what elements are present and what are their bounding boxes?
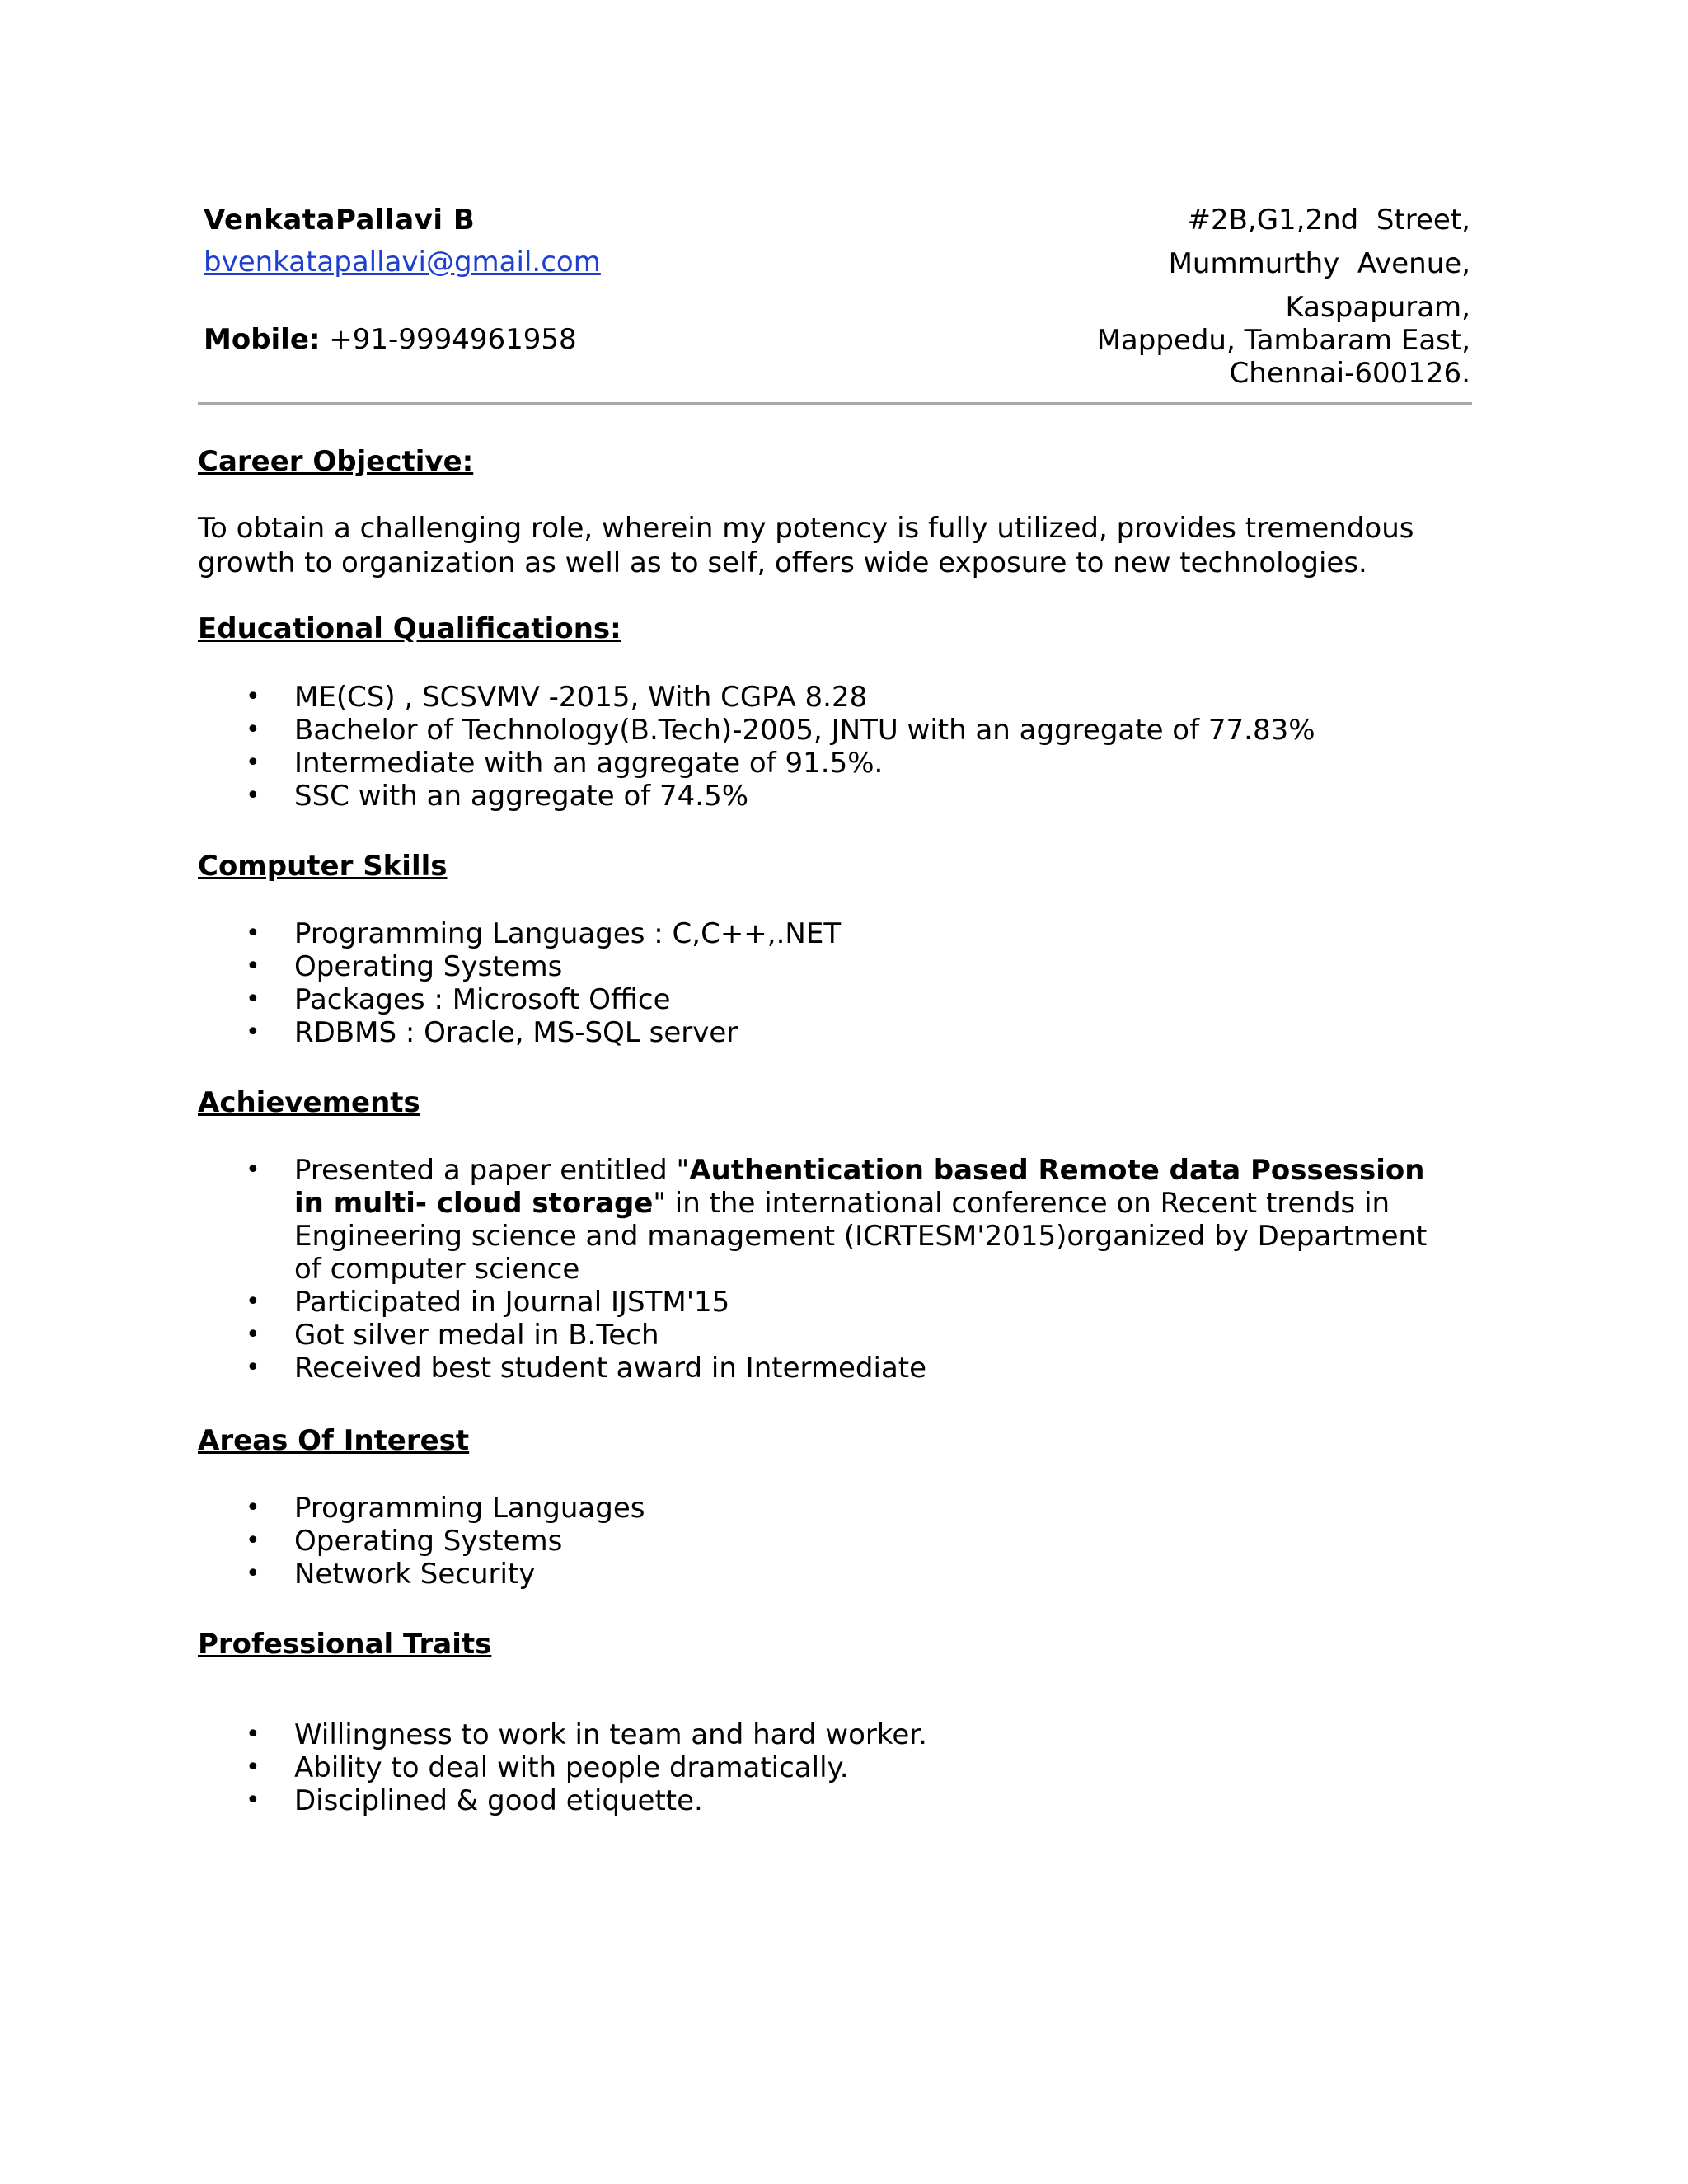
professional-traits-heading: Professional Traits <box>198 1628 492 1661</box>
list-item: • Network Security <box>246 1558 536 1591</box>
bullet-icon: • <box>246 1720 260 1749</box>
bullet-icon: • <box>246 952 260 981</box>
list-item: • RDBMS : Oracle, MS-SQL server <box>246 1016 738 1049</box>
career-objective-heading: Career Objective: <box>198 445 474 478</box>
bullet-icon: • <box>246 1287 260 1316</box>
paper-title: Authentication based Remote data Possession in multi- cloud storage <box>294 1154 1425 1220</box>
candidate-name: VenkataPallavi B <box>204 204 476 237</box>
education-list <box>198 681 1484 813</box>
career-objective-text: To obtain a challenging role, wherein my potency is fully utilized, provides tremendous growth to organization as well as to self, offers wide exposure to new technologies. <box>198 512 1414 579</box>
bullet-icon: • <box>246 1018 260 1047</box>
bullet-icon: • <box>246 1526 260 1555</box>
list-item: • Operating Systems <box>246 1525 563 1558</box>
list-item: • Willingness to work in team and hard worker. <box>246 1718 927 1751</box>
list-item: • Disciplined & good etiquette. <box>246 1784 703 1817</box>
professional-traits-list <box>198 1718 1484 1817</box>
address-line: Kaspapuram, <box>1285 291 1470 324</box>
bullet-icon: • <box>246 1155 260 1184</box>
list-item: • Bachelor of Technology(B.Tech)-2005, JNTU with an aggregate of 77.83% <box>246 714 1315 747</box>
bullet-icon: • <box>246 1753 260 1782</box>
bullet-icon: • <box>246 748 260 777</box>
address-line: #2B,G1,2nd Street, <box>1187 204 1470 237</box>
bullet-icon: • <box>246 1320 260 1349</box>
bullet-icon: • <box>246 919 260 948</box>
computer-skills-heading: Computer Skills <box>198 850 448 883</box>
list-item: • SSC with an aggregate of 74.5% <box>246 780 749 813</box>
bullet-icon: • <box>246 682 260 711</box>
bullet-icon: • <box>246 1493 260 1522</box>
list-item: • Received best student award in Intermediate <box>246 1352 927 1385</box>
email-link[interactable]: bvenkatapallavi@gmail.com <box>204 246 601 279</box>
mobile-number: +91-9994961958 <box>320 323 577 356</box>
bullet-icon: • <box>246 1559 260 1588</box>
bullet-icon: • <box>246 1353 260 1382</box>
paper-prefix: Presented a paper entitled " <box>294 1154 690 1187</box>
list-item: • ME(CS) , SCSVMV -2015, With CGPA 8.28 <box>246 681 868 714</box>
achievements-heading: Achievements <box>198 1086 420 1119</box>
list-item: • Programming Languages <box>246 1492 645 1525</box>
mobile-label: Mobile: <box>204 323 321 356</box>
bullet-icon: • <box>246 715 260 744</box>
list-item: • Operating Systems <box>246 950 563 983</box>
achievements-list <box>198 1154 1442 1385</box>
education-heading: Educational Qualifications: <box>198 612 621 645</box>
list-item: • Intermediate with an aggregate of 91.5%. <box>246 747 884 780</box>
bullet-icon: • <box>246 1786 260 1815</box>
address-line: Mummurthy Avenue, <box>1168 247 1470 280</box>
mobile-line <box>204 323 577 356</box>
list-item: • Got silver medal in B.Tech <box>246 1319 659 1352</box>
list-item: • Participated in Journal IJSTM'15 <box>246 1286 730 1319</box>
bullet-icon: • <box>246 781 260 810</box>
list-item: • Ability to deal with people dramatically. <box>246 1751 849 1784</box>
areas-of-interest-list <box>198 1492 1484 1591</box>
areas-of-interest-heading: Areas Of Interest <box>198 1424 470 1457</box>
address-block <box>1097 204 1470 390</box>
list-item <box>198 1154 1442 1286</box>
computer-skills-list <box>198 917 1484 1049</box>
header-divider <box>198 402 1472 405</box>
address-line: Chennai-600126. <box>1229 357 1470 390</box>
list-item: • Packages : Microsoft Office <box>246 983 671 1016</box>
bullet-icon: • <box>246 985 260 1014</box>
address-line: Mappedu, Tambaram East, <box>1096 324 1470 357</box>
list-item: • Programming Languages : C,C++,.NET <box>246 917 842 950</box>
paper-suffix: " in the international conference on Recent trends in Engineering science and management (ICRTESM'2015)organized by Department of computer science <box>294 1187 1428 1286</box>
